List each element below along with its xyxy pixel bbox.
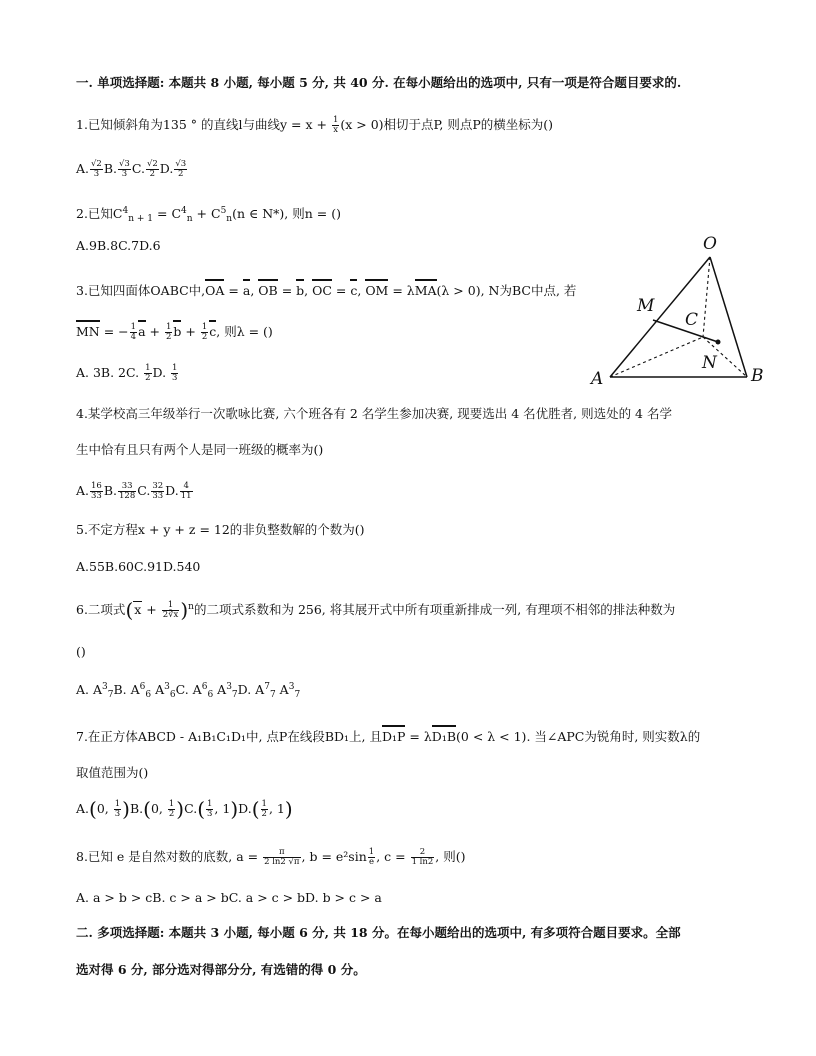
section2-heading-line2: 选对得 6 分, 部分选对得部分分, 有选错的得 0 分。 bbox=[76, 962, 366, 977]
question-1-options: A. $\frac{√2}{3}$ B. $\frac{√3}{3}$ C. $\frac{√2}{2}$ D. $\frac{√3}{2}$ bbox=[76, 159, 187, 179]
question-8: 8.已知 e 是自然对数的底数, a = $\frac{\pi}{2 \ln 2 √\pi}$ , b = e²sin $\frac{1}{e}$ , c = $\frac{2}{1 \ln 2}$ , 则() bbox=[76, 847, 466, 867]
label-o: O bbox=[703, 234, 717, 254]
question-6-options: A. $A^3_7B$. $A^6_6$ $A^3_6C$. $A^6_6$ $A^3_7D$. $A^7_7$ $A^3_7$ bbox=[76, 682, 301, 700]
tetrahedron-figure bbox=[585, 225, 775, 390]
edge-oc bbox=[703, 257, 710, 337]
question-4-line2: 生中恰有且只有两个人是同一班级的概率为() bbox=[76, 442, 324, 457]
question-5-options: A.55B.60C.91D.540 bbox=[76, 559, 201, 574]
question-2-options: A.9B.8C.7D.6 bbox=[76, 238, 161, 253]
point-n bbox=[716, 340, 721, 345]
question-6-line1: 6.二项式(x + $\frac{1}{2∛x}$ )$^n$的二项式系数和为 256, 将其展开式中所有项重新排成一列, 有理项不相邻的排法种数为 bbox=[76, 598, 676, 622]
question-7-options: A.(0, $\frac{1}{3}$ )B.(0, $\frac{1}{2}$ )C.( $\frac{1}{3}$ , 1)D.( $\frac{1}{2}$ , 1) bbox=[76, 797, 293, 821]
question-3-line2: MN = − $\frac{1}{4}$ a + $\frac{1}{2}$ b + $\frac{1}{2}$ c, 则λ = () bbox=[76, 322, 273, 342]
question-5: 5.不定方程x + y + z = 12的非负整数解的个数为() bbox=[76, 522, 365, 537]
question-2: 2.已知$C^4_{n + 1} = C^4_n + C^5_n(n$ ∈ N*), 则n = () bbox=[76, 206, 341, 224]
question-8-options: A. a > b > cB. c > a > bC. a > c > bD. b > c > a bbox=[76, 890, 382, 905]
question-4-options: A. $\frac{16}{33}$ B. $\frac{33}{128}$ C. $\frac{32}{33}$ D. $\frac{4}{11}$ bbox=[76, 481, 192, 501]
section1-heading: 一. 单项选择题: 本题共 8 小题, 每小题 5 分, 共 40 分. 在每小题给出的选项中, 只有一项是符合题目要求的. bbox=[76, 75, 682, 90]
section2-heading-line1: 二. 多项选择题: 本题共 3 小题, 每小题 6 分, 共 18 分。在每小题给出的选项中, 有多项符合题目要求。全部 bbox=[76, 925, 681, 940]
question-4-line1: 4.某学校高三年级举行一次歌咏比赛, 六个班各有 2 名学生参加决赛, 现要选出 4 名优胜者, 则选处的 4 名学 bbox=[76, 406, 672, 421]
label-n: N bbox=[702, 353, 717, 373]
label-b: B bbox=[751, 366, 764, 386]
label-c: C bbox=[685, 310, 699, 330]
question-3-line1: 3.已知四面体OABC中,OA = a, OB = b, OC = c, OM = λMA(λ > 0), N为BC中点, 若 bbox=[76, 279, 576, 300]
label-a: A bbox=[591, 369, 604, 389]
edge-ac bbox=[610, 337, 703, 377]
label-m: M bbox=[637, 296, 655, 316]
question-7-line1: 7.在正方体ABCD - A₁B₁C₁D₁中, 点P在线段BD₁上, 且D₁P = λD₁B(0 < λ < 1). 当∠APC为锐角时, 则实数λ的 bbox=[76, 725, 700, 746]
question-7-line2: 取值范围为() bbox=[76, 765, 149, 780]
question-6-line2: () bbox=[76, 644, 86, 659]
question-1: 1.已知倾斜角为135 ° 的直线l与曲线y = x + $\frac{1}{x}$ (x > 0)相切于点P, 则点P的横坐标为() bbox=[76, 115, 554, 135]
question-3-options: A. 3B. 2C. $\frac{1}{2}$ D. $\frac{1}{3}$ bbox=[76, 363, 178, 383]
